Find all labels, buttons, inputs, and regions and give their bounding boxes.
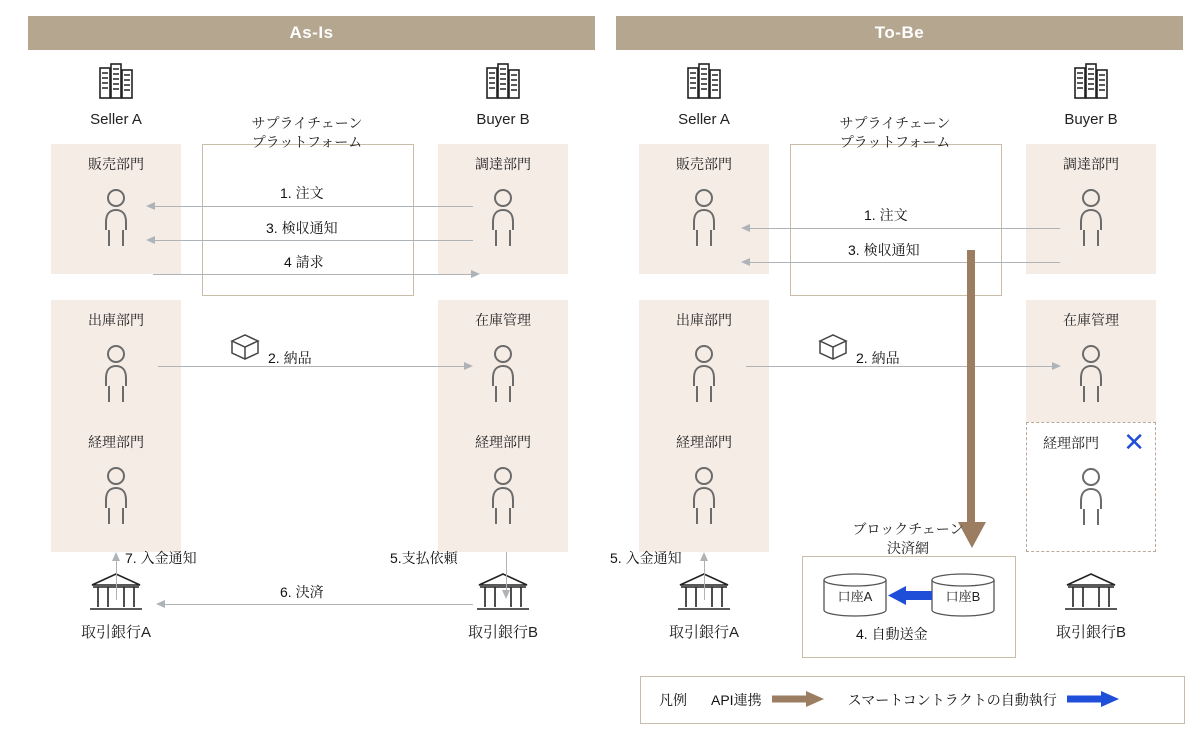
dept-label: 販売部門 <box>676 156 732 172</box>
person-icon <box>486 466 520 533</box>
dept-label: 経理部門 <box>1043 435 1099 451</box>
building-icon <box>644 58 764 109</box>
dept-label: 経理部門 <box>88 434 144 450</box>
dept-label: 在庫管理 <box>1063 312 1119 328</box>
person-icon <box>687 466 721 533</box>
arrowhead-up <box>700 552 708 561</box>
company-name: Buyer B <box>1064 111 1118 128</box>
bank-b <box>428 570 578 642</box>
account-b <box>926 572 1000 616</box>
flow-line-order <box>153 206 473 207</box>
dept-label: 経理部門 <box>676 434 732 450</box>
dept-shipping-seller <box>51 300 181 430</box>
dept-shipping-seller <box>639 300 769 430</box>
api-arrow-down-icon <box>956 250 988 555</box>
dept-inventory-buyer <box>1026 300 1156 430</box>
person-icon <box>99 466 133 533</box>
dept-label: 出庫部門 <box>676 312 732 328</box>
arrowhead-left <box>741 224 750 232</box>
bank-icon <box>87 601 145 618</box>
legend-label-smart-contract: スマートコントラクトの自動執行 <box>847 692 1057 708</box>
flow-label-delivery: 2. 納品 <box>268 350 312 366</box>
dept-label: 調達部門 <box>1063 156 1119 172</box>
building-icon <box>1031 58 1151 109</box>
flow-line-delivery <box>746 366 1054 367</box>
box-icon <box>228 330 262 367</box>
account-label: 口座B <box>945 589 981 604</box>
company-buyer-b <box>443 58 563 129</box>
flow-line-order <box>748 228 1060 229</box>
dept-label: 調達部門 <box>475 156 531 172</box>
arrowhead-right <box>1052 362 1061 370</box>
bank-name: 取引銀行B <box>1055 624 1126 641</box>
person-icon <box>486 188 520 255</box>
flow-label-deposit-notice: 7. 入金通知 <box>125 550 197 566</box>
arrowhead-right <box>471 270 480 278</box>
flow-label-payment-request: 5.支払依頼 <box>390 550 458 566</box>
building-icon <box>443 58 563 109</box>
flow-line-payment-request <box>506 552 507 592</box>
company-seller-a <box>644 58 764 129</box>
bank-icon <box>1062 601 1120 618</box>
dept-sales-seller <box>639 144 769 274</box>
flow-label-settlement: 6. 決済 <box>280 584 324 600</box>
arrowhead-left <box>741 258 750 266</box>
blockchain-caption: 4. 自動送金 <box>856 626 928 642</box>
person-icon <box>99 188 133 255</box>
dept-sales-seller <box>51 144 181 274</box>
dept-label: 経理部門 <box>475 434 531 450</box>
flow-line-inspection <box>153 240 473 241</box>
panel-title-to-be: To-Be <box>616 16 1183 50</box>
legend-title: 凡例 <box>659 692 687 708</box>
dept-inventory-buyer <box>438 300 568 430</box>
dept-accounting-buyer <box>438 422 568 552</box>
thick-arrow-icon <box>1067 691 1119 710</box>
box-icon <box>816 330 850 367</box>
flow-line-deposit-notice <box>116 560 117 600</box>
building-icon <box>56 58 176 109</box>
company-buyer-b <box>1031 58 1151 129</box>
arrowhead-up <box>112 552 120 561</box>
person-icon <box>486 344 520 411</box>
person-icon <box>687 188 721 255</box>
arrowhead-down <box>502 590 510 599</box>
panel-as-is <box>28 0 595 740</box>
legend-item-smart-contract <box>848 690 1119 710</box>
legend <box>640 676 1185 724</box>
dept-accounting-seller <box>639 422 769 552</box>
legend-item-api <box>711 690 824 710</box>
flow-line-invoice <box>153 274 473 275</box>
company-name: Seller A <box>90 111 142 128</box>
flow-label-order: 1. 注文 <box>864 207 908 223</box>
dept-procurement-buyer <box>1026 144 1156 274</box>
dept-accounting-seller <box>51 422 181 552</box>
company-name: Buyer B <box>476 111 530 128</box>
flow-line-delivery <box>158 366 466 367</box>
person-icon <box>1074 344 1108 411</box>
person-icon <box>1074 188 1108 255</box>
dept-label: 販売部門 <box>88 156 144 172</box>
smart-contract-arrow-icon <box>888 586 932 611</box>
bank-name: 取引銀行A <box>668 624 739 641</box>
account-a <box>818 572 892 616</box>
platform-title: サプライチェーン プラットフォーム <box>839 115 951 150</box>
arrowhead-left <box>146 236 155 244</box>
flow-label-inspection: 3. 検収通知 <box>266 220 338 236</box>
dept-accounting-buyer-removed <box>1026 422 1156 552</box>
flow-label-delivery: 2. 納品 <box>856 350 900 366</box>
bank-icon <box>474 601 532 618</box>
flow-line-deposit-notice <box>704 560 705 600</box>
account-label: 口座A <box>837 589 873 604</box>
person-icon <box>99 344 133 411</box>
flow-label-invoice: 4 請求 <box>284 254 324 270</box>
bank-b <box>1016 570 1166 642</box>
flow-label-inspection: 3. 検収通知 <box>848 242 920 258</box>
flow-label-deposit-notice: 5. 入金通知 <box>610 550 682 566</box>
person-icon <box>687 344 721 411</box>
blockchain-title: ブロックチェーン 決済網 <box>852 521 964 556</box>
legend-label-api: API連携 <box>711 692 762 708</box>
flow-line-inspection <box>748 262 1060 263</box>
thick-arrow-icon <box>772 691 824 710</box>
arrowhead-left <box>156 600 165 608</box>
arrowhead-left <box>146 202 155 210</box>
bank-name: 取引銀行A <box>80 624 151 641</box>
removed-x-icon: ✕ <box>1123 427 1145 457</box>
person-icon <box>1074 467 1108 534</box>
dept-procurement-buyer <box>438 144 568 274</box>
panel-to-be <box>610 0 1183 740</box>
flow-line-settlement <box>163 604 473 605</box>
panel-title-as-is: As-Is <box>28 16 595 50</box>
bank-icon <box>675 601 733 618</box>
dept-label: 在庫管理 <box>475 312 531 328</box>
dept-label: 出庫部門 <box>88 312 144 328</box>
arrowhead-right <box>464 362 473 370</box>
platform-title: サプライチェーン プラットフォーム <box>251 115 363 150</box>
company-name: Seller A <box>678 111 730 128</box>
bank-name: 取引銀行B <box>467 624 538 641</box>
flow-label-order: 1. 注文 <box>280 185 324 201</box>
company-seller-a <box>56 58 176 129</box>
